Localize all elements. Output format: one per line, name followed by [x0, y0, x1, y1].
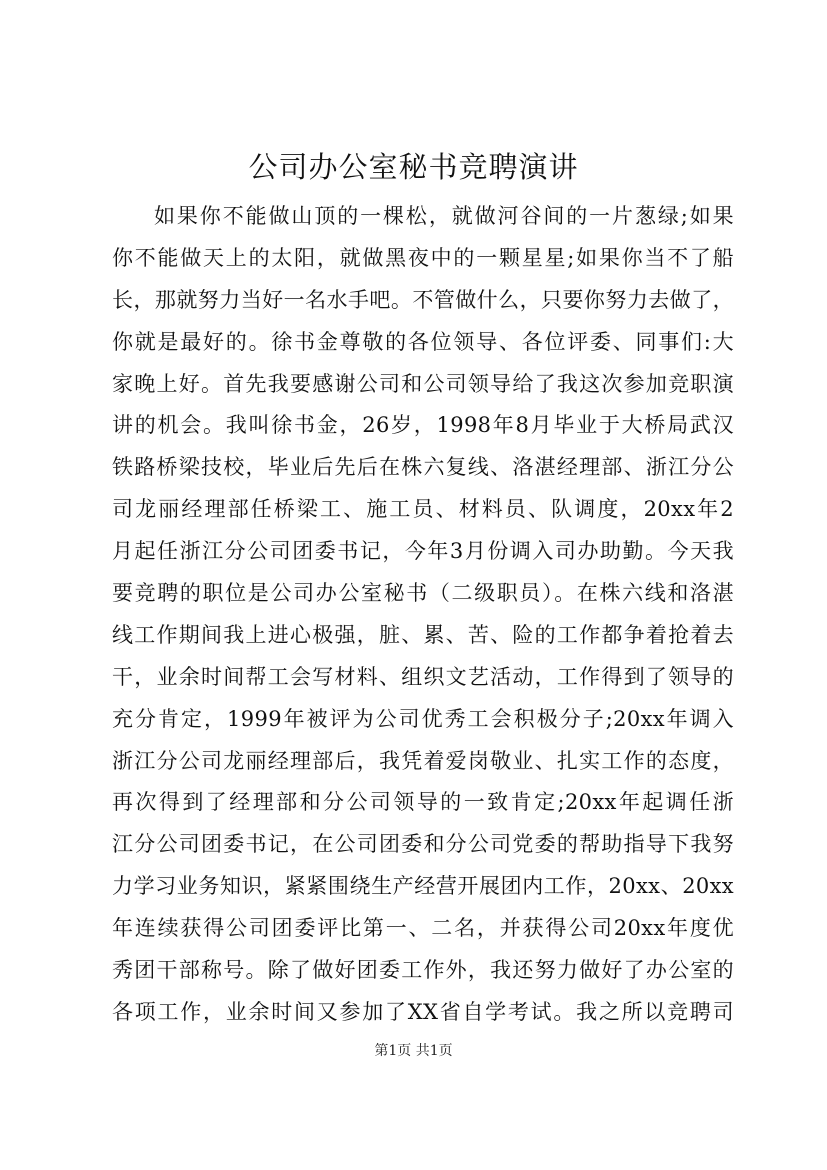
body-line: 月起任浙江分公司团委书记，今年3月份调入司办助勤。今天我	[112, 539, 734, 564]
page-footer: 第1页 共1页	[374, 1043, 453, 1059]
document-title: 公司办公室秘书竞聘演讲	[248, 150, 579, 184]
body-line: 家晚上好。首先我要感谢公司和公司领导给了我这次参加竞职演	[112, 371, 734, 396]
body-line: 司龙丽经理部任桥梁工、施工员、材料员、队调度，20xx年2	[112, 497, 734, 522]
body-line: 力学习业务知识，紧紧围绕生产经营开展团内工作，20xx、20xx	[112, 874, 734, 899]
body-line: 浙江分公司龙丽经理部后，我凭着爱岗敬业、扎实工作的态度，	[112, 748, 734, 773]
body-line: 秀团干部称号。除了做好团委工作外，我还努力做好了办公室的	[112, 958, 734, 983]
body-line: 线工作期间我上进心极强，脏、累、苦、险的工作都争着抢着去	[112, 622, 734, 647]
body-line: 充分肯定，1999年被评为公司优秀工会积极分子;20xx年调入	[112, 706, 734, 731]
body-line: 年连续获得公司团委评比第一、二名，并获得公司20xx年度优	[112, 916, 734, 941]
body-line: 江分公司团委书记，在公司团委和分公司党委的帮助指导下我努	[112, 832, 734, 857]
body-line: 再次得到了经理部和分公司领导的一致肯定;20xx年起调任浙	[112, 790, 734, 815]
document-body	[112, 196, 734, 1034]
body-line: 铁路桥梁技校，毕业后先后在株六复线、洛湛经理部、浙江分公	[112, 455, 734, 480]
body-line: 长，那就努力当好一名水手吧。不管做什么，只要你努力去做了，	[112, 287, 734, 312]
body-line: 你就是最好的。徐书金尊敬的各位领导、各位评委、同事们:大	[112, 329, 734, 354]
body-line: 要竞聘的职位是公司办公室秘书（二级职员）。在株六线和洛湛	[112, 581, 734, 606]
body-line: 各项工作，业余时间又参加了XX省自学考试。我之所以竞聘司	[112, 999, 734, 1024]
body-line: 你不能做天上的太阳，就做黑夜中的一颗星星;如果你当不了船	[112, 245, 734, 270]
body-line: 讲的机会。我叫徐书金，26岁，1998年8月毕业于大桥局武汉	[112, 413, 734, 438]
body-line: 干，业余时间帮工会写材料、组织文艺活动，工作得到了领导的	[112, 664, 734, 689]
body-line: 如果你不能做山顶的一棵松，就做河谷间的一片葱绿;如果	[154, 204, 734, 228]
